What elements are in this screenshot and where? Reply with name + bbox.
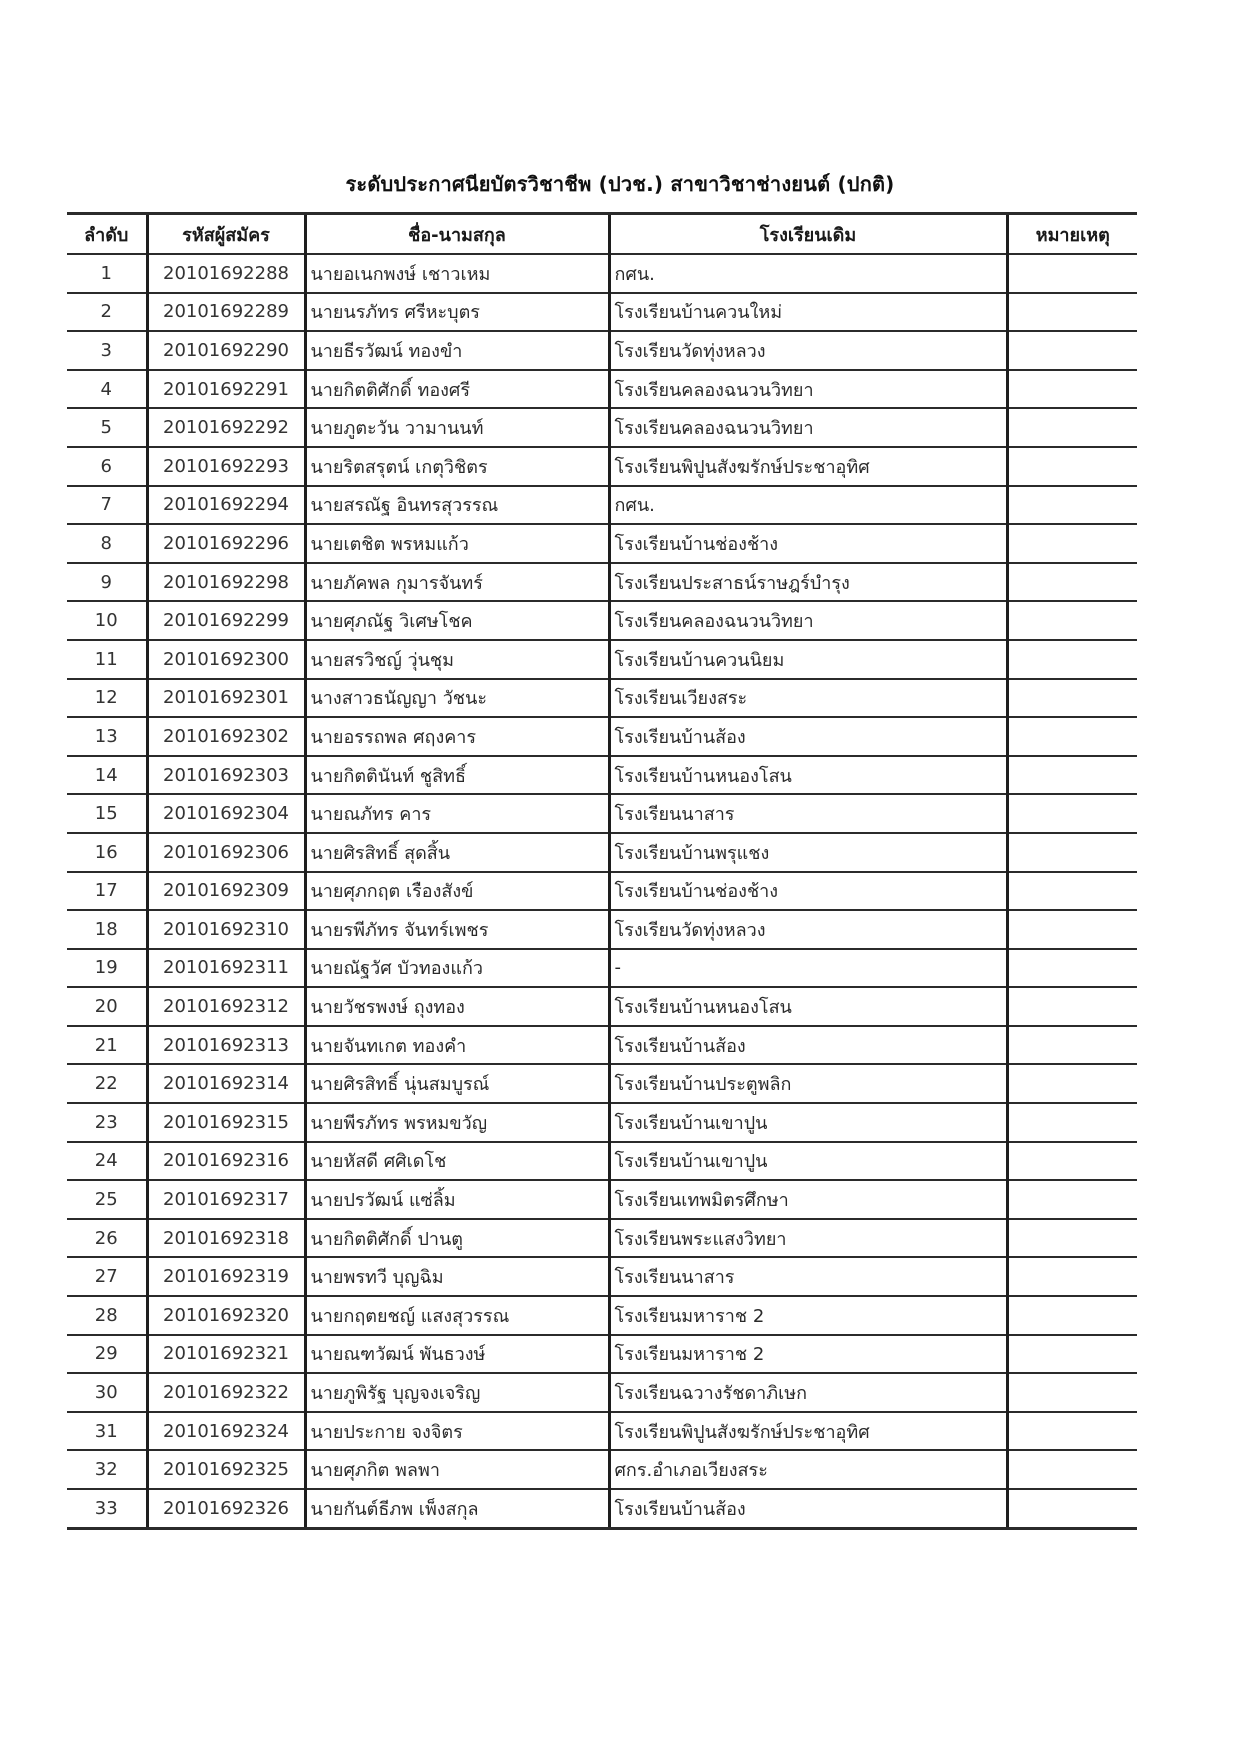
cell-previous-school: โรงเรียนวัดทุ่งหลวง: [609, 910, 1007, 949]
cell-applicant-id: 20101692312: [147, 987, 305, 1026]
cell-name: นายภูพิรัฐ บุญจงเจริญ: [305, 1373, 609, 1412]
cell-applicant-id: 20101692301: [147, 679, 305, 718]
cell-no: 26: [67, 1219, 147, 1258]
cell-no: 7: [67, 486, 147, 525]
table-row: [67, 1489, 1137, 1528]
cell-remark: [1007, 756, 1137, 795]
table-row: [67, 254, 1137, 293]
table-row: [67, 524, 1137, 563]
cell-previous-school: โรงเรียนบ้านหนองโสน: [609, 987, 1007, 1026]
cell-name: นายกิตติศักดิ์ ปานตู: [305, 1219, 609, 1258]
cell-remark: [1007, 1219, 1137, 1258]
cell-previous-school: โรงเรียนคลองฉนวนวิทยา: [609, 408, 1007, 447]
cell-remark: [1007, 910, 1137, 949]
cell-previous-school: โรงเรียนบ้านควนนิยม: [609, 640, 1007, 679]
cell-applicant-id: 20101692318: [147, 1219, 305, 1258]
cell-applicant-id: 20101692306: [147, 833, 305, 872]
cell-no: 32: [67, 1450, 147, 1489]
cell-applicant-id: 20101692291: [147, 370, 305, 409]
cell-name: นายกิตตินันท์ ชูสิทธิ์: [305, 756, 609, 795]
cell-applicant-id: 20101692293: [147, 447, 305, 486]
table-row: [67, 910, 1137, 949]
cell-remark: [1007, 1450, 1137, 1489]
cell-no: 11: [67, 640, 147, 679]
cell-previous-school: โรงเรียนนาสาร: [609, 1257, 1007, 1296]
table-row: [67, 794, 1137, 833]
cell-applicant-id: 20101692319: [147, 1257, 305, 1296]
cell-applicant-id: 20101692288: [147, 254, 305, 293]
cell-previous-school: โรงเรียนบ้านช่องช้าง: [609, 872, 1007, 911]
cell-name: นายเตชิต พรหมแก้ว: [305, 524, 609, 563]
cell-name: นายภัคพล กุมารจันทร์: [305, 563, 609, 602]
cell-name: นายจันทเกต ทองคำ: [305, 1026, 609, 1065]
table-row: [67, 949, 1137, 988]
cell-remark: [1007, 1257, 1137, 1296]
cell-applicant-id: 20101692289: [147, 293, 305, 332]
table-row: [67, 679, 1137, 718]
cell-name: นายธีรวัฒน์ ทองขำ: [305, 331, 609, 370]
table-row: [67, 1026, 1137, 1065]
cell-no: 31: [67, 1412, 147, 1451]
cell-no: 28: [67, 1296, 147, 1335]
cell-name: นายนรภัทร ศรีหะบุตร: [305, 293, 609, 332]
cell-remark: [1007, 1180, 1137, 1219]
table-header-row: [67, 214, 1137, 255]
cell-no: 23: [67, 1103, 147, 1142]
cell-remark: [1007, 254, 1137, 293]
table-row: [67, 1064, 1137, 1103]
cell-applicant-id: 20101692294: [147, 486, 305, 525]
cell-previous-school: โรงเรียนเทพมิตรศึกษา: [609, 1180, 1007, 1219]
table-row: [67, 717, 1137, 756]
cell-remark: [1007, 794, 1137, 833]
table-row: [67, 1412, 1137, 1451]
table-row: [67, 1450, 1137, 1489]
table-row: [67, 833, 1137, 872]
cell-applicant-id: 20101692292: [147, 408, 305, 447]
cell-previous-school: โรงเรียนฉวางรัชดาภิเษก: [609, 1373, 1007, 1412]
header-remark: หมายเหตุ: [1007, 214, 1137, 255]
cell-previous-school: โรงเรียนคลองฉนวนวิทยา: [609, 601, 1007, 640]
table-row: [67, 331, 1137, 370]
cell-name: นายศุภกิต พลพา: [305, 1450, 609, 1489]
cell-applicant-id: 20101692321: [147, 1335, 305, 1374]
cell-remark: [1007, 1373, 1137, 1412]
cell-no: 27: [67, 1257, 147, 1296]
cell-no: 30: [67, 1373, 147, 1412]
cell-previous-school: โรงเรียนบ้านส้อง: [609, 1026, 1007, 1065]
cell-name: นายสรณัฐ อินทรสุวรรณ: [305, 486, 609, 525]
table-row: [67, 563, 1137, 602]
cell-previous-school: กศน.: [609, 486, 1007, 525]
cell-remark: [1007, 486, 1137, 525]
cell-no: 5: [67, 408, 147, 447]
cell-applicant-id: 20101692311: [147, 949, 305, 988]
cell-applicant-id: 20101692296: [147, 524, 305, 563]
table-row: [67, 1257, 1137, 1296]
table-row: [67, 1335, 1137, 1374]
cell-no: 1: [67, 254, 147, 293]
document-title: ระดับประกาศนียบัตรวิชาชีพ (ปวช.) สาขาวิชาช่างยนต์ (ปกติ): [345, 172, 895, 196]
cell-no: 12: [67, 679, 147, 718]
cell-remark: [1007, 717, 1137, 756]
cell-name: นายปรวัฒน์ แซ่ลิ้ม: [305, 1180, 609, 1219]
cell-previous-school: โรงเรียนประสาธน์ราษฎร์บำรุง: [609, 563, 1007, 602]
cell-remark: [1007, 447, 1137, 486]
cell-remark: [1007, 949, 1137, 988]
cell-applicant-id: 20101692313: [147, 1026, 305, 1065]
cell-applicant-id: 20101692315: [147, 1103, 305, 1142]
cell-previous-school: โรงเรียนคลองฉนวนวิทยา: [609, 370, 1007, 409]
cell-name: นายศิรสิทธิ์ นุ่นสมบูรณ์: [305, 1064, 609, 1103]
cell-previous-school: โรงเรียนบ้านควนใหม่: [609, 293, 1007, 332]
cell-name: นายอรรถพล ศฤงคาร: [305, 717, 609, 756]
cell-name: นายณฑวัฒน์ พันธวงษ์: [305, 1335, 609, 1374]
cell-applicant-id: 20101692320: [147, 1296, 305, 1335]
table-row: [67, 1296, 1137, 1335]
cell-previous-school: ศกร.อำเภอเวียงสระ: [609, 1450, 1007, 1489]
cell-name: นางสาวธนัญญา วัชนะ: [305, 679, 609, 718]
cell-remark: [1007, 1489, 1137, 1528]
applicant-table: [67, 212, 1137, 1530]
cell-previous-school: กศน.: [609, 254, 1007, 293]
cell-remark: [1007, 1026, 1137, 1065]
cell-remark: [1007, 872, 1137, 911]
table-row: [67, 408, 1137, 447]
cell-remark: [1007, 833, 1137, 872]
cell-previous-school: โรงเรียนบ้านพรุแชง: [609, 833, 1007, 872]
cell-previous-school: โรงเรียนบ้านส้อง: [609, 717, 1007, 756]
header-previous-school: โรงเรียนเดิม: [609, 214, 1007, 255]
table-row: [67, 447, 1137, 486]
cell-previous-school: โรงเรียนบ้านหนองโสน: [609, 756, 1007, 795]
cell-name: นายพรทวี บุญฉิม: [305, 1257, 609, 1296]
table-row: [67, 1219, 1137, 1258]
cell-no: 13: [67, 717, 147, 756]
table-row: [67, 601, 1137, 640]
cell-no: 19: [67, 949, 147, 988]
table-row: [67, 1373, 1137, 1412]
cell-no: 9: [67, 563, 147, 602]
table-row: [67, 370, 1137, 409]
cell-name: นายสรวิชญ์ วุ่นชุม: [305, 640, 609, 679]
cell-remark: [1007, 524, 1137, 563]
cell-no: 18: [67, 910, 147, 949]
cell-remark: [1007, 679, 1137, 718]
cell-name: นายวัชรพงษ์ ถุงทอง: [305, 987, 609, 1026]
cell-previous-school: โรงเรียนบ้านเขาปูน: [609, 1142, 1007, 1181]
header-no: ลำดับ: [67, 214, 147, 255]
cell-applicant-id: 20101692302: [147, 717, 305, 756]
cell-no: 24: [67, 1142, 147, 1181]
cell-name: นายศุภกฤต เรืองสังข์: [305, 872, 609, 911]
cell-previous-school: โรงเรียนบ้านเขาปูน: [609, 1103, 1007, 1142]
cell-no: 15: [67, 794, 147, 833]
cell-previous-school: โรงเรียนเวียงสระ: [609, 679, 1007, 718]
cell-applicant-id: 20101692317: [147, 1180, 305, 1219]
cell-applicant-id: 20101692314: [147, 1064, 305, 1103]
cell-previous-school: โรงเรียนพิปูนสังฆรักษ์ประชาอุทิศ: [609, 447, 1007, 486]
cell-no: 10: [67, 601, 147, 640]
table-row: [67, 1142, 1137, 1181]
cell-applicant-id: 20101692304: [147, 794, 305, 833]
cell-remark: [1007, 601, 1137, 640]
cell-remark: [1007, 987, 1137, 1026]
cell-name: นายอเนกพงษ์ เชาวเหม: [305, 254, 609, 293]
cell-no: 21: [67, 1026, 147, 1065]
cell-no: 17: [67, 872, 147, 911]
cell-no: 8: [67, 524, 147, 563]
cell-previous-school: โรงเรียนมหาราช 2: [609, 1335, 1007, 1374]
cell-applicant-id: 20101692298: [147, 563, 305, 602]
cell-remark: [1007, 563, 1137, 602]
cell-previous-school: โรงเรียนบ้านประตูพลิก: [609, 1064, 1007, 1103]
cell-no: 2: [67, 293, 147, 332]
cell-no: 33: [67, 1489, 147, 1528]
cell-name: นายณภัทร คาร: [305, 794, 609, 833]
cell-remark: [1007, 1296, 1137, 1335]
table-row: [67, 1180, 1137, 1219]
cell-name: นายศิรสิทธิ์ สุดสิ้น: [305, 833, 609, 872]
cell-applicant-id: 20101692303: [147, 756, 305, 795]
header-applicant-id: รหัสผู้สมัคร: [147, 214, 305, 255]
cell-remark: [1007, 1103, 1137, 1142]
table-row: [67, 872, 1137, 911]
cell-no: 16: [67, 833, 147, 872]
cell-applicant-id: 20101692325: [147, 1450, 305, 1489]
cell-remark: [1007, 293, 1137, 332]
cell-no: 14: [67, 756, 147, 795]
cell-name: นายพีรภัทร พรหมขวัญ: [305, 1103, 609, 1142]
table-body: [67, 254, 1137, 1528]
cell-previous-school: โรงเรียนพระแสงวิทยา: [609, 1219, 1007, 1258]
table-row: [67, 640, 1137, 679]
cell-name: นายหัสดี ศศิเดโช: [305, 1142, 609, 1181]
cell-name: นายกิตติศักดิ์ ทองศรี: [305, 370, 609, 409]
cell-remark: [1007, 1142, 1137, 1181]
cell-no: 22: [67, 1064, 147, 1103]
cell-previous-school: โรงเรียนมหาราช 2: [609, 1296, 1007, 1335]
cell-previous-school: -: [609, 949, 1007, 988]
cell-applicant-id: 20101692309: [147, 872, 305, 911]
cell-applicant-id: 20101692290: [147, 331, 305, 370]
cell-previous-school: โรงเรียนวัดทุ่งหลวง: [609, 331, 1007, 370]
cell-no: 25: [67, 1180, 147, 1219]
cell-no: 6: [67, 447, 147, 486]
cell-remark: [1007, 408, 1137, 447]
cell-remark: [1007, 640, 1137, 679]
cell-name: นายริตสรุตน์ เกตุวิชิตร: [305, 447, 609, 486]
cell-remark: [1007, 1412, 1137, 1451]
cell-remark: [1007, 1064, 1137, 1103]
cell-no: 20: [67, 987, 147, 1026]
cell-applicant-id: 20101692324: [147, 1412, 305, 1451]
table-row: [67, 756, 1137, 795]
cell-remark: [1007, 1335, 1137, 1374]
cell-remark: [1007, 331, 1137, 370]
cell-name: นายประกาย จงจิตร: [305, 1412, 609, 1451]
cell-name: นายกันต์ธีภพ เพ็งสกุล: [305, 1489, 609, 1528]
cell-no: 3: [67, 331, 147, 370]
cell-name: นายภูตะวัน วามานนท์: [305, 408, 609, 447]
cell-name: นายศุภณัฐ วิเศษโชค: [305, 601, 609, 640]
cell-name: นายกฤตยชญ์ แสงสุวรรณ: [305, 1296, 609, 1335]
table-row: [67, 987, 1137, 1026]
cell-applicant-id: 20101692300: [147, 640, 305, 679]
cell-name: นายณัฐวัศ บัวทองแก้ว: [305, 949, 609, 988]
header-name: ชื่อ-นามสกุล: [305, 214, 609, 255]
cell-previous-school: โรงเรียนนาสาร: [609, 794, 1007, 833]
cell-remark: [1007, 370, 1137, 409]
cell-applicant-id: 20101692316: [147, 1142, 305, 1181]
cell-previous-school: โรงเรียนบ้านส้อง: [609, 1489, 1007, 1528]
table-row: [67, 1103, 1137, 1142]
cell-previous-school: โรงเรียนบ้านช่องช้าง: [609, 524, 1007, 563]
table-row: [67, 486, 1137, 525]
cell-applicant-id: 20101692326: [147, 1489, 305, 1528]
cell-name: นายรพีภัทร จันทร์เพชร: [305, 910, 609, 949]
cell-previous-school: โรงเรียนพิปูนสังฆรักษ์ประชาอุทิศ: [609, 1412, 1007, 1451]
cell-applicant-id: 20101692322: [147, 1373, 305, 1412]
cell-no: 4: [67, 370, 147, 409]
cell-applicant-id: 20101692310: [147, 910, 305, 949]
cell-no: 29: [67, 1335, 147, 1374]
cell-applicant-id: 20101692299: [147, 601, 305, 640]
table-row: [67, 293, 1137, 332]
